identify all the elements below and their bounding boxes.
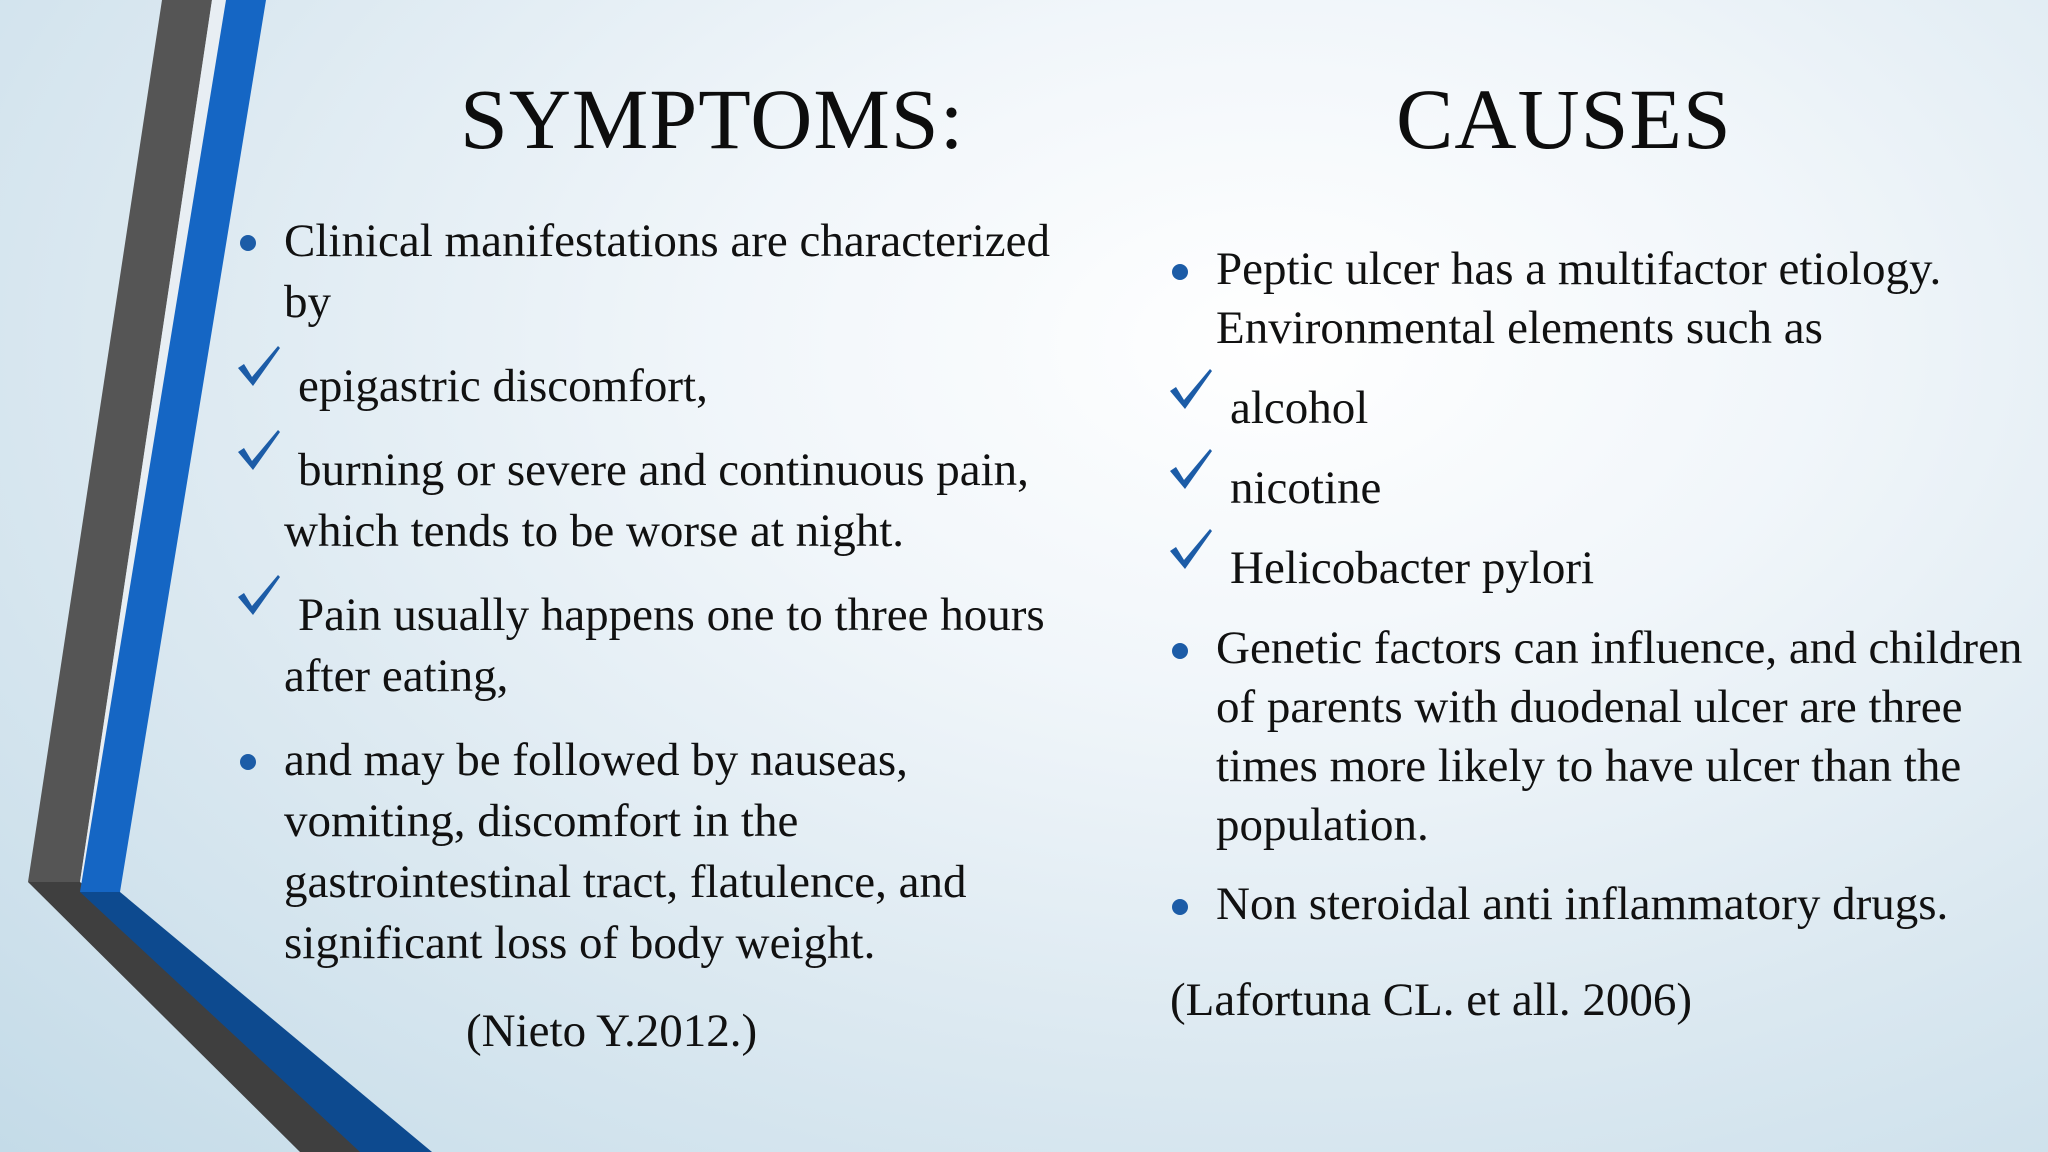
symptom-item-epigastric — [236, 356, 1096, 417]
cause-item-text: Helicobacter pylori — [1230, 542, 1595, 594]
cause-item-text: Genetic factors can influence, and children of parents with duodenal ulcer are three times more likely to have ulcer than the population. — [1216, 622, 2023, 851]
cause-item-helicobacter — [1168, 539, 2028, 598]
cause-item-genetic — [1168, 619, 2028, 855]
check-icon — [236, 573, 282, 619]
symptom-item-text: and may be followed by nauseas, vomiting, discomfort in the gastrointestinal tract, flatulence, and significant loss of body weight. — [284, 734, 967, 969]
symptom-item-text: Clinical manifestations are characterized by — [284, 215, 1050, 328]
symptom-item-text: burning or severe and continuous pain, which tends to be worse at night. — [284, 444, 1029, 557]
causes-heading: CAUSES — [1396, 71, 1732, 167]
causes-list — [1168, 240, 2028, 934]
symptom-item-text: Pain usually happens one to three hours after eating, — [284, 589, 1045, 702]
check-icon — [236, 428, 282, 474]
symptom-item-nausea — [236, 730, 1096, 974]
symptom-item-burning — [236, 440, 1096, 562]
causes-citation: (Lafortuna CL. et all. 2006) — [1170, 974, 1693, 1026]
symptom-item-text: epigastric discomfort, — [298, 360, 708, 412]
check-icon — [1168, 367, 1214, 413]
cause-item-nsaids — [1168, 875, 2028, 934]
cause-item-text: alcohol — [1230, 382, 1369, 434]
symptom-item-clinical — [236, 211, 1096, 333]
cause-item-text: Non steroidal anti inflammatory drugs. — [1216, 878, 1949, 930]
symptom-item-pain-timing — [236, 585, 1096, 707]
cause-item-etiology — [1168, 240, 2028, 358]
cause-item-text: nicotine — [1230, 462, 1382, 514]
cause-item-text: Peptic ulcer has a multifactor etiology. Environmental elements such as — [1216, 243, 1942, 354]
check-icon — [1168, 527, 1214, 573]
symptoms-citation: (Nieto Y.2012.) — [466, 1005, 758, 1057]
cause-item-nicotine — [1168, 459, 2028, 518]
symptoms-list — [236, 211, 1096, 974]
check-icon — [236, 344, 282, 390]
check-icon — [1168, 447, 1214, 493]
symptoms-heading: SYMPTOMS: — [460, 71, 965, 167]
cause-item-alcohol — [1168, 379, 2028, 438]
